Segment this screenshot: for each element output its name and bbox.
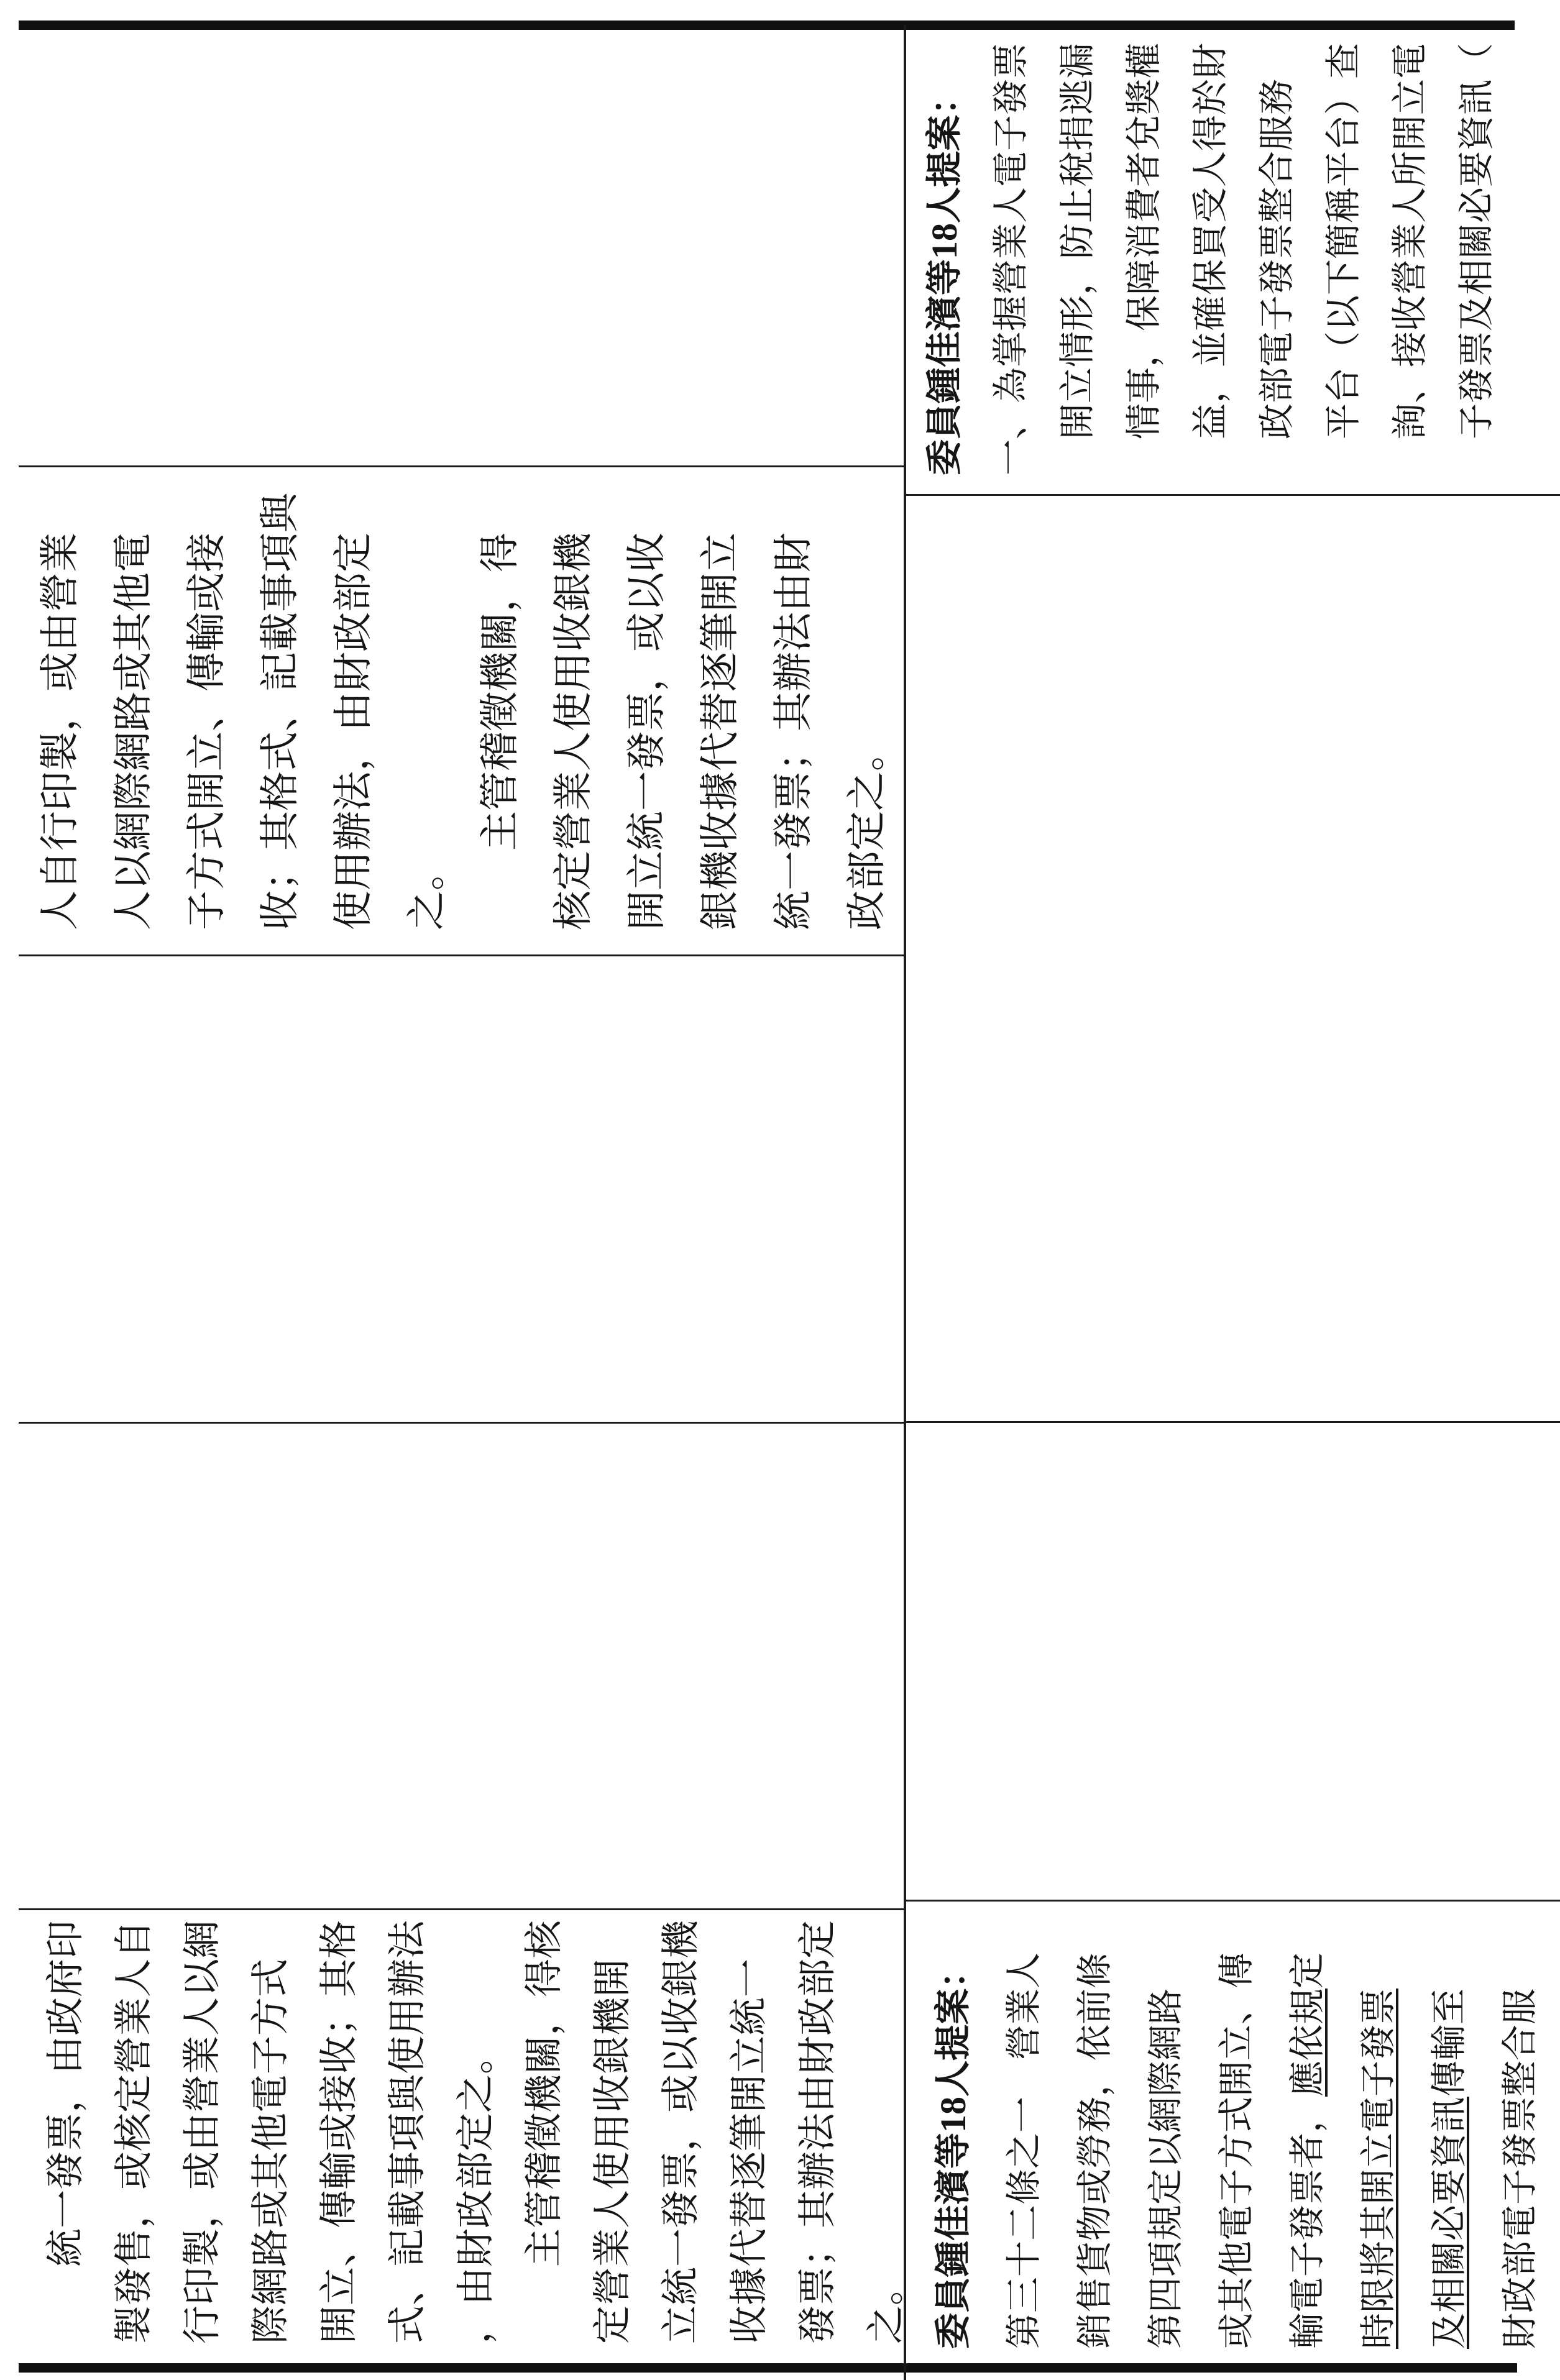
text-line: 之。 <box>405 851 449 930</box>
row2-cell-separator-3 <box>904 1900 1560 1902</box>
text-line: 收；其格式、記載事項與 <box>258 493 302 930</box>
text-line: 際網路或其他電子方式 <box>250 1958 292 2344</box>
text-line: 使用辦法，由財政部定 <box>331 533 375 930</box>
text-line: 統一發票；其辦法由財 <box>771 533 815 930</box>
current-law-block <box>32 1920 920 2344</box>
text-line: 主管稽徵機關，得 <box>478 533 522 851</box>
text-line: 財政部電子發票整合服 <box>1500 1988 1540 2349</box>
table-outer-border-left-thick <box>19 2363 1517 2373</box>
row1-cell-separator-3 <box>19 1422 905 1424</box>
text-line: 主管稽徵機關，得核 <box>523 1920 566 2267</box>
proposal-article-block <box>918 1952 1556 2349</box>
text-line: 子方式開立、傳輸或接 <box>185 533 229 930</box>
proposal-explanation-block <box>911 43 1510 475</box>
text-line: 人自行印製，或由營業 <box>38 533 82 930</box>
row1-cell-separator-4 <box>19 1908 905 1910</box>
text-line: 發票；其辦法由財政部定 <box>797 1920 839 2344</box>
text-line: 平台（以下簡稱平台）查 <box>1323 42 1364 439</box>
text-line: 開立情形，防止稅捐逃漏 <box>1057 42 1098 439</box>
text-line: ，由財政部定之。 <box>455 2035 497 2344</box>
row1-cell-separator-2 <box>19 954 905 956</box>
table-outer-border-right-thick <box>19 21 1515 30</box>
text-line: 委員鍾佳濱等18人提案： <box>924 78 965 475</box>
text-line: 政部定之。 <box>845 731 889 930</box>
text-line: 委員鍾佳濱等18人提案： <box>933 1952 973 2349</box>
text-line: 製發售，或核定營業人自 <box>113 1920 155 2344</box>
row1-cell-separator-1 <box>19 465 905 467</box>
text-line: 第四項規定以網際網路 <box>1145 1988 1186 2349</box>
text-line: 銀機收據代替逐筆開立 <box>698 533 742 930</box>
text-line: 詢、接收營業人所開立電 <box>1390 42 1430 439</box>
text-line: 統一發票，由政府印 <box>45 1920 87 2267</box>
text-line: 第三十二條之一 營業人 <box>1004 1952 1044 2349</box>
row2-cell-separator-1 <box>904 494 1560 496</box>
text-line: 開立統一發票，或以收 <box>625 533 669 930</box>
text-line: 收據代替逐筆開立統一 <box>728 1958 771 2344</box>
underlined-amendment-text: 及相關必要資訊 <box>1429 2096 1469 2349</box>
text-line: 輸電子發票者，應依規定 <box>1287 1952 1328 2349</box>
text-line: 及相關必要資訊傳輸至 <box>1429 1988 1469 2349</box>
row2-cell-separator-2 <box>904 1421 1560 1423</box>
text-line: 銷售貨物或勞務，依前條 <box>1075 1952 1115 2349</box>
text-line: 益，並確保買受人得於財 <box>1190 42 1231 439</box>
current-law-continued-block <box>24 493 904 930</box>
text-line: 行印製，或由營業人以網 <box>181 1920 224 2344</box>
text-line: 定營業人使用收銀機開 <box>592 1958 634 2344</box>
text-line: 開立、傳輸或接收；其格 <box>318 1920 360 2344</box>
text-line: 核定營業人使用收銀機 <box>551 533 595 930</box>
text-line: 之。 <box>865 2266 907 2344</box>
text-line: 式、記載事項與使用辦法 <box>387 1920 429 2344</box>
underlined-amendment-text: 時限將其開立電子發票 <box>1358 1988 1398 2349</box>
text-line: 情事，保障消費者兌獎權 <box>1124 42 1164 439</box>
text-line: 一、為掌握營業人電子發票 <box>991 42 1031 475</box>
text-line: 人以網際網路或其他電 <box>111 533 155 930</box>
text-line: 政部電子發票整合服務 <box>1257 78 1297 439</box>
underlined-amendment-text: 應依規 <box>1287 1988 1328 2097</box>
text-line: 立統一發票，或以收銀機 <box>660 1920 702 2344</box>
text-line <box>1343 1952 1414 2349</box>
text-line: 或其他電子方式開立、傳 <box>1216 1952 1257 2349</box>
text-line: 子發票及相關必要資訊（ <box>1456 42 1497 439</box>
